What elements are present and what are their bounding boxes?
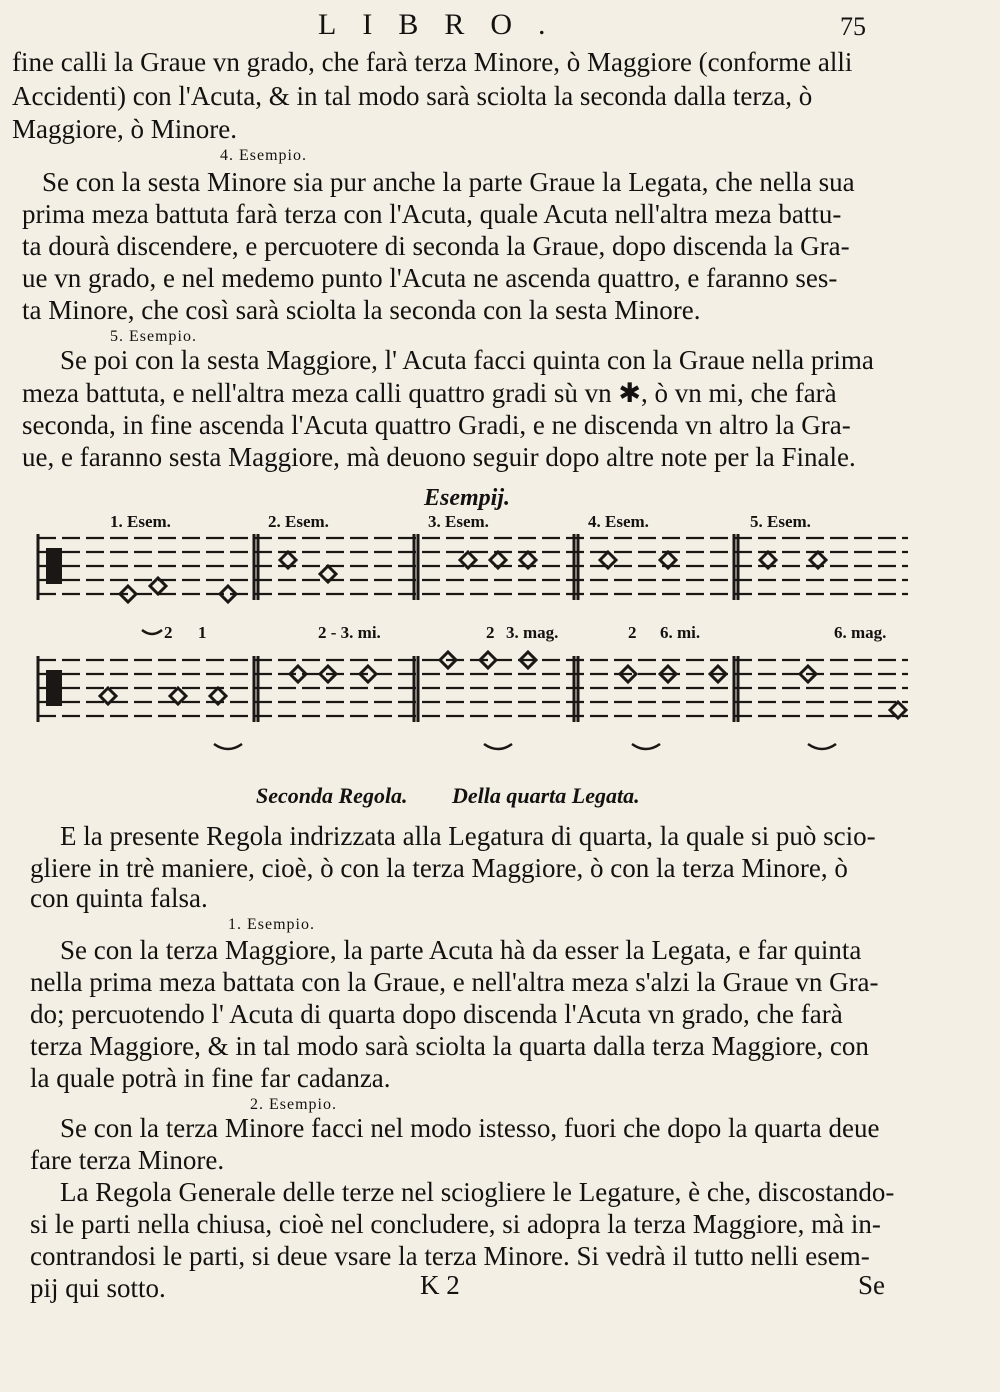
figure-label: 2 <box>486 623 495 642</box>
signature-mark: K 2 <box>420 1270 460 1300</box>
example-label: 2. Esem. <box>268 512 329 531</box>
text-line: fare terza Minore. <box>30 1145 225 1175</box>
text-line: contrandosi le parti, si deue vsare la terza Minore. Si vedrà il tutto nelli esem- <box>30 1241 870 1271</box>
example-label: 5. Esem. <box>750 512 811 531</box>
text-line: ue vn grado, e nel medemo punto l'Acuta ne ascenda quattro, e faranno ses- <box>22 263 838 293</box>
example-label: 4. Esempio. <box>220 147 307 164</box>
catchword: Se <box>858 1270 885 1300</box>
figure-label: 3. mag. <box>506 623 559 642</box>
running-title: LIBRO. <box>318 8 572 41</box>
rule-title-right: Della quarta Legata. <box>452 783 640 808</box>
text-line: nella prima meza battata con la Graue, e nell'altra meza s'alzi la Graue vn Gra- <box>30 967 879 997</box>
text-line: Accidenti) con l'Acuta, & in tal modo sarà sciolta la seconda dalla terza, ò <box>12 81 813 111</box>
examples-title: Esempij. <box>424 485 511 511</box>
text-line: Se poi con la sesta Maggiore, l' Acuta facci quinta con la Graue nella prima <box>60 345 874 375</box>
figure-label: 6. mi. <box>660 623 701 642</box>
rule-title-left: Seconda Regola. <box>256 783 408 808</box>
text-line: ue, e faranno sesta Maggiore, mà deuono seguir dopo altre note per la Finale. <box>22 442 856 472</box>
example-label: 3. Esem. <box>428 512 489 531</box>
text-line: seconda, in fine ascenda l'Acuta quattro Gradi, e ne discenda vn altro la Gra- <box>22 410 851 440</box>
example-label: 5. Esempio. <box>110 328 197 345</box>
text-line: ta Minore, che così sarà sciolta la seconda con la sesta Minore. <box>22 295 701 325</box>
text-line: meza battuta, e nell'altra meza calli quattro gradi sù vn ✱, ò vn mi, che farà <box>22 378 837 408</box>
music-staves <box>28 520 928 770</box>
text-line: la quale potrà in fine far cadanza. <box>30 1063 391 1093</box>
text-line: Se con la terza Maggiore, la parte Acuta hà da esser la Legata, e far quinta <box>60 935 862 965</box>
text-line: Maggiore, ò Minore. <box>12 114 237 144</box>
page-header <box>0 8 1000 48</box>
text-line: pij qui sotto. <box>30 1273 166 1303</box>
text-line: terza Maggiore, & in tal modo sarà sciolta la quarta dalla terza Maggiore, con <box>30 1031 869 1061</box>
figure-label: 2 - 3. mi. <box>318 623 381 642</box>
text-line: La Regola Generale delle terze nel sciogliere le Legature, è che, discostando- <box>60 1177 895 1207</box>
text-line: Se con la terza Minore facci nel modo istesso, fuori che dopo la quarta deue <box>60 1113 880 1143</box>
example-label: 1. Esem. <box>110 512 171 531</box>
example-label: 4. Esem. <box>588 512 649 531</box>
example-label: 1. Esempio. <box>228 916 315 933</box>
figure-label: 1 <box>198 623 207 642</box>
figure-label: 2 <box>164 623 173 642</box>
text-line: si le parti nella chiusa, cioè nel concludere, si adopra la terza Maggiore, mà in- <box>30 1209 881 1239</box>
text-line: E la presente Regola indrizzata alla Legatura di quarta, la quale si può scio- <box>60 821 876 851</box>
text-line: ta dourà discendere, e percuotere di seconda la Graue, dopo discenda la Gra- <box>22 231 850 261</box>
figure-label: 2 <box>628 623 637 642</box>
text-line: Se con la sesta Minore sia pur anche la parte Graue la Legata, che nella sua <box>42 167 855 197</box>
music-examples <box>28 512 928 770</box>
text-line: con quinta falsa. <box>30 883 208 913</box>
text-line: do; percuotendo l' Acuta di quarta dopo discenda l'Acuta vn grado, che farà <box>30 999 843 1029</box>
text-line: gliere in trè maniere, cioè, ò con la terza Maggiore, ò con la terza Minore, ò <box>30 853 848 883</box>
text-line: fine calli la Graue vn grado, che farà terza Minore, ò Maggiore (conforme alli <box>12 47 853 77</box>
page-number: 75 <box>840 12 866 41</box>
example-label: 2. Esempio. <box>250 1096 337 1113</box>
figure-label: 6. mag. <box>834 623 887 642</box>
text-line: prima meza battuta farà terza con l'Acuta, quale Acuta nell'altra meza battu- <box>22 199 842 229</box>
